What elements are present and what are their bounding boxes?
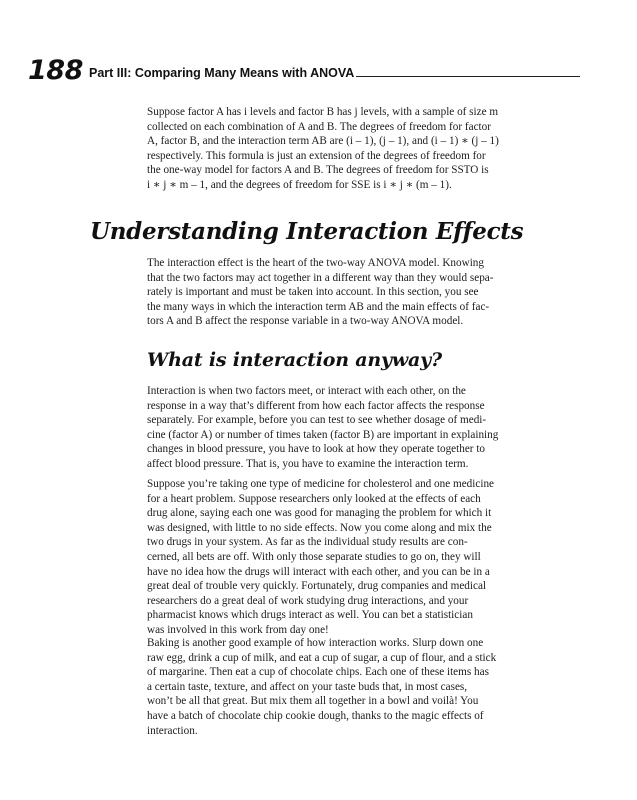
- text-line: separately. For example, before you can test to see whether dosage of medi-: [147, 414, 487, 427]
- text-line: the one-way model for factors A and B. The degrees of freedom for SSTO is: [147, 164, 489, 177]
- part-title: Part III: Comparing Many Means with ANOVA: [89, 66, 355, 80]
- text-line: tors A and B affect the response variable in a two-way ANOVA model.: [147, 315, 464, 328]
- text-line: for a heart problem. Suppose researchers only looked at the effects of each: [147, 492, 481, 505]
- text-line: Baking is another good example of how interaction works. Slurp down one: [147, 637, 484, 649]
- text-line: interaction.: [147, 724, 198, 737]
- header-rule: [356, 76, 580, 77]
- text-line: drug alone, saying each one was good for managing the problem for which it: [147, 507, 492, 520]
- text-line: The interaction effect is the heart of the two-way ANOVA model. Knowing: [147, 257, 484, 269]
- section-heading-understanding-interaction-effects: Understanding Interaction Effects: [90, 218, 524, 245]
- subsection-heading-what-is-interaction: What is interaction anyway?: [147, 349, 442, 371]
- text-line: researchers do a great deal of work studying drug interactions, and your: [147, 594, 469, 607]
- baking-example-paragraph: [147, 636, 542, 738]
- text-line: have no idea how the drugs will interact with each other, and you can be in a: [147, 565, 490, 578]
- text-line: collected on each combination of A and B. The degrees of freedom for factor: [147, 120, 491, 133]
- text-line: i ∗ j ∗ m – 1, and the degrees of freedom for SSE is i ∗ j ∗ (m – 1).: [147, 178, 452, 191]
- text-line: the many ways in which the interaction term AB and the main effects of fac-: [147, 300, 490, 313]
- text-line: respectively. This formula is just an extension of the degrees of freedom for: [147, 149, 486, 162]
- text-line: A, factor B, and the interaction term AB are (i – 1), (j – 1), and (i – 1) ∗ (j – 1): [147, 135, 499, 148]
- text-line: a certain taste, texture, and affect on your taste buds that, in most cases,: [147, 680, 468, 693]
- text-line: response in a way that’s different from how each factor affects the response: [147, 399, 485, 412]
- text-line: rately is important and must be taken into account. In this section, you see: [147, 286, 479, 299]
- text-line: changes in blood pressure, you have to look at how they operate together to: [147, 443, 486, 456]
- text-line: cine (factor A) or number of times taken (factor B) are important in explaining: [147, 428, 499, 441]
- text-line: Suppose you’re taking one type of medicine for cholesterol and one medicine: [147, 478, 495, 490]
- intro-paragraph: [147, 105, 542, 193]
- understanding-paragraph: [147, 256, 542, 329]
- text-line: was designed, with little to no side effects. Now you come along and mix the: [147, 521, 492, 534]
- text-line: cerned, all bets are off. With only those separate studies to go on, they will: [147, 550, 481, 563]
- text-line: won’t be all that great. But mix them all together in a bowl and voilà! You: [147, 695, 479, 708]
- text-line: pharmacist knows which drugs interact as well. You can bet a statistician: [147, 609, 473, 622]
- medicine-example-paragraph: [147, 477, 542, 638]
- text-line: that the two factors may act together in a different way than they would sepa-: [147, 271, 494, 284]
- text-line: affect blood pressure. That is, you have to examine the interaction term.: [147, 457, 469, 470]
- text-line: have a batch of chocolate chip cookie dough, thanks to the magic effects of: [147, 709, 484, 722]
- text-line: great deal of trouble very quickly. Fortunately, drug companies and medical: [147, 580, 487, 593]
- interaction-definition-paragraph: [147, 384, 542, 472]
- text-line: was involved in this work from day one!: [147, 623, 329, 636]
- running-header: [28, 56, 552, 86]
- text-line: two drugs in your system. As far as the individual study results are con-: [147, 536, 468, 549]
- text-line: Suppose factor A has i levels and factor B has j levels, with a sample of size m: [147, 106, 499, 118]
- text-line: Interaction is when two factors meet, or interact with each other, on the: [147, 385, 466, 397]
- page-number: 188: [28, 55, 83, 86]
- text-line: of margarine. Then eat a cup of chocolate chips. Each one of these items has: [147, 666, 489, 679]
- text-line: raw egg, drink a cup of milk, and eat a cup of sugar, a cup of flour, and a stick: [147, 651, 497, 664]
